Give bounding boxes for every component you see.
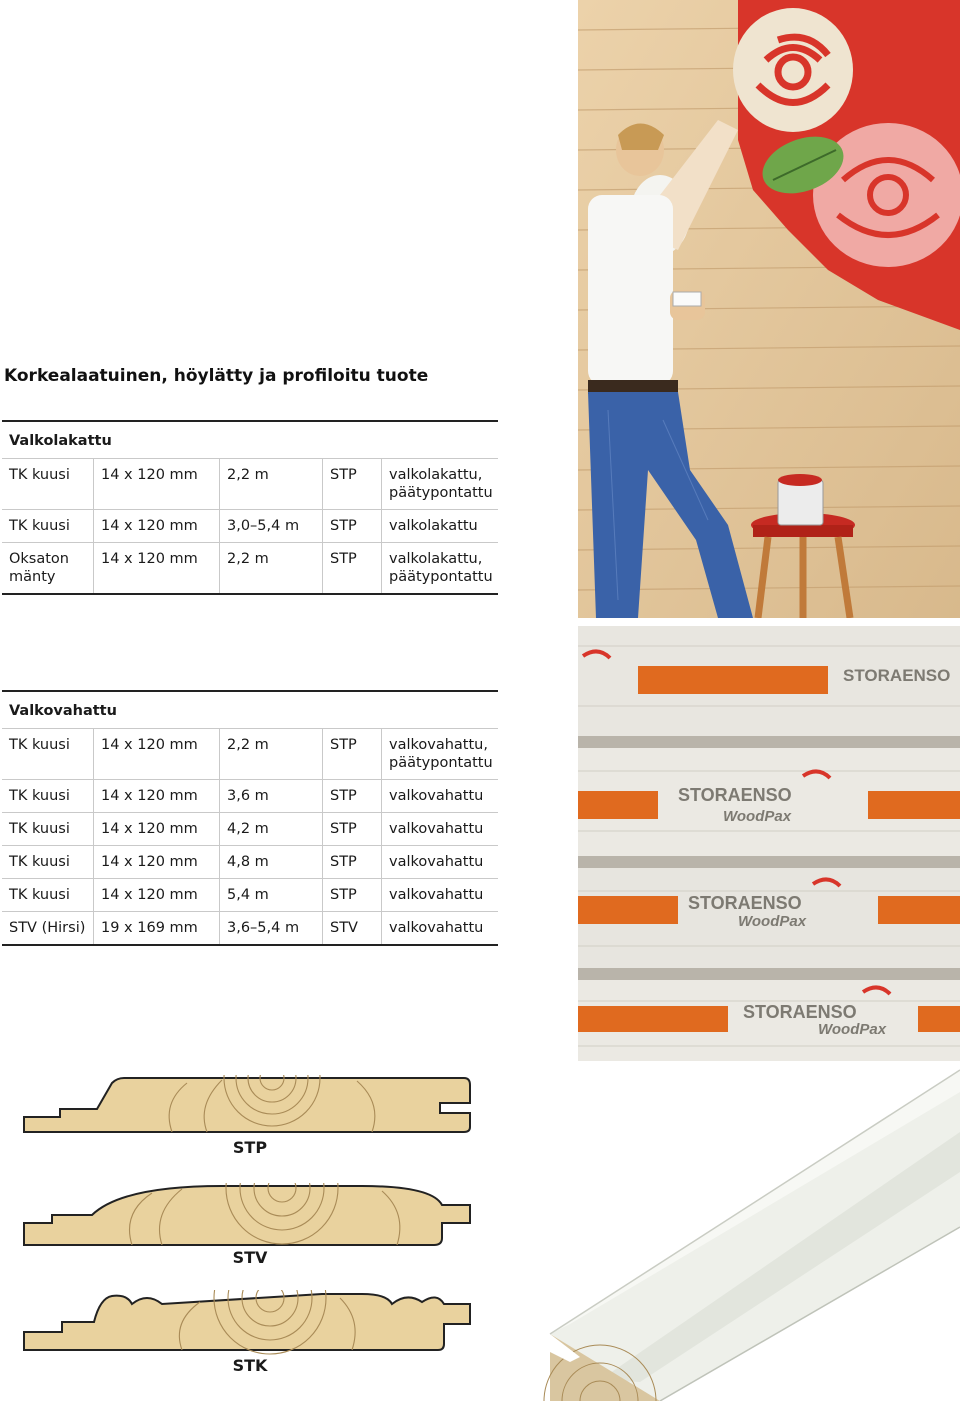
finish-cell: valkolakattu, päätypontattu [382,459,499,510]
table-row [2,780,498,813]
length-cell: 5,4 m [220,879,323,912]
stk-profile-diagram [22,1290,472,1359]
table-row [2,510,498,543]
wood-packs-photo [578,626,960,1061]
section-title: Valkolakattu [2,421,498,459]
profile-label: STK [232,1356,268,1375]
length-cell: 4,2 m [220,813,323,846]
brand-print: WoodPax [723,808,792,825]
finish-cell: valkovahattu, päätypontattu [382,729,499,780]
profile-cell: STP [323,459,382,510]
table-row [2,729,498,780]
wood-cell: TK kuusi [2,729,94,780]
table-row [2,846,498,879]
brand-print: STORAENSO [843,666,951,685]
profile-cell: STP [323,510,382,543]
length-cell: 2,2 m [220,543,323,595]
profile-cell: STP [323,879,382,912]
section-title: Valkovahattu [2,691,498,729]
wood-cell: TK kuusi [2,780,94,813]
wood-cell: TK kuusi [2,846,94,879]
profile-cell: STV [323,912,382,946]
brand-print: STORAENSO [678,785,792,805]
size-cell: 14 x 120 mm [94,813,220,846]
size-cell: 14 x 120 mm [94,543,220,595]
profile-cell: STP [323,780,382,813]
painting-wall-photo [578,0,960,618]
profile-label: STV [232,1248,268,1267]
white-board-photo [540,1062,960,1401]
brand-print: STORAENSO [743,1002,857,1022]
length-cell: 3,6 m [220,780,323,813]
page-heading: Korkealaatuinen, höylätty ja profiloitu tuote [4,366,429,386]
brand-print: WoodPax [818,1021,887,1038]
finish-cell: valkovahattu [382,846,499,879]
wood-cell: STV (Hirsi) [2,912,94,946]
finish-cell: valkovahattu [382,879,499,912]
size-cell: 14 x 120 mm [94,510,220,543]
length-cell: 4,8 m [220,846,323,879]
brand-print: WoodPax [738,913,807,930]
size-cell: 14 x 120 mm [94,846,220,879]
table-row [2,912,498,946]
wood-cell: TK kuusi [2,510,94,543]
finish-cell: valkolakattu, päätypontattu [382,543,499,595]
stp-profile-diagram [22,1075,472,1139]
length-cell: 3,0–5,4 m [220,510,323,543]
profile-cell: STP [323,846,382,879]
wood-cell: TK kuusi [2,813,94,846]
size-cell: 14 x 120 mm [94,780,220,813]
table-row [2,459,498,510]
length-cell: 3,6–5,4 m [220,912,323,946]
wood-cell: TK kuusi [2,879,94,912]
size-cell: 19 x 169 mm [94,912,220,946]
finish-cell: valkolakattu [382,510,499,543]
table-row [2,543,498,595]
finish-cell: valkovahattu [382,912,499,946]
finish-cell: valkovahattu [382,813,499,846]
finish-cell: valkovahattu [382,780,499,813]
size-cell: 14 x 120 mm [94,729,220,780]
wood-cell: TK kuusi [2,459,94,510]
valkovahattu-table [2,690,498,946]
profile-cell: STP [323,813,382,846]
valkolakattu-table [2,420,498,595]
brand-print: STORAENSO [688,893,802,913]
table-row [2,813,498,846]
stv-profile-diagram [22,1183,472,1252]
profile-cell: STP [323,543,382,595]
size-cell: 14 x 120 mm [94,459,220,510]
profile-label: STP [232,1138,268,1157]
length-cell: 2,2 m [220,729,323,780]
table-row [2,879,498,912]
size-cell: 14 x 120 mm [94,879,220,912]
profile-cell: STP [323,729,382,780]
length-cell: 2,2 m [220,459,323,510]
wood-cell: Oksaton mänty [2,543,94,595]
